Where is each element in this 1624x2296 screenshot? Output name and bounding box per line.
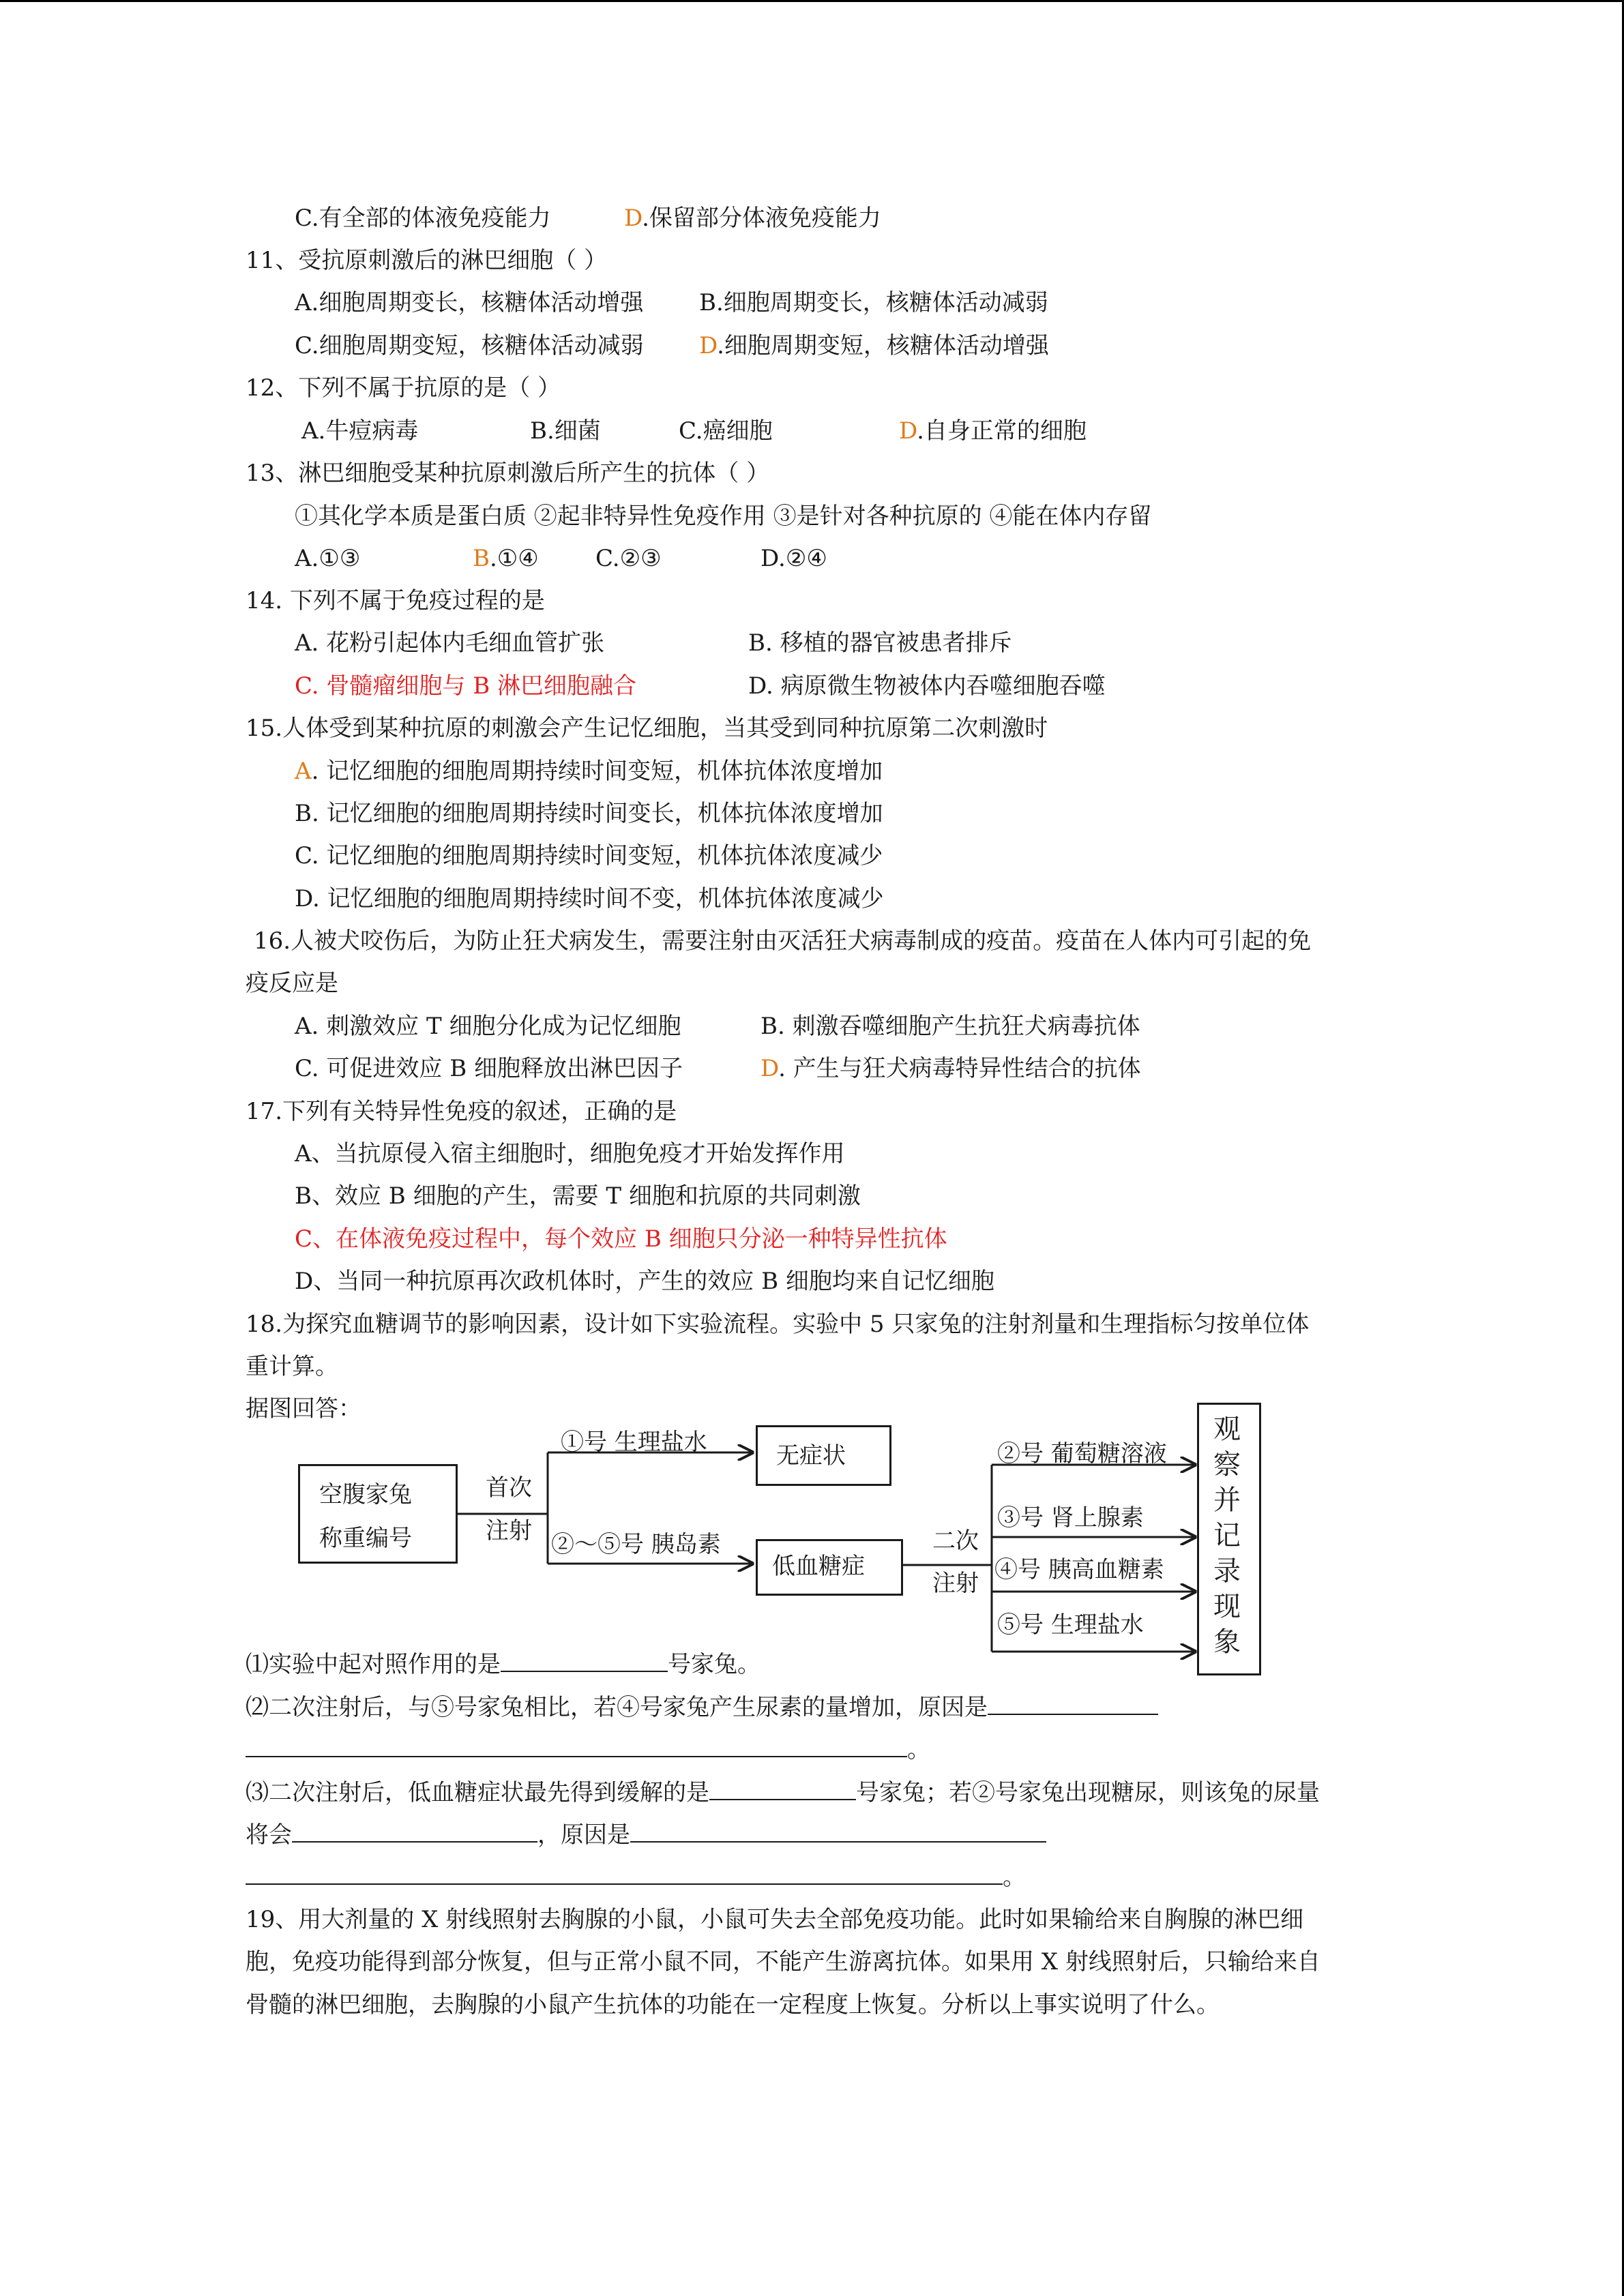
branch2-label: ②～⑤号 胰岛素 [551,1531,721,1558]
second-injection-line2: 注射 [932,1570,979,1597]
q13-option-b-letter: B [473,545,490,572]
q13-option-a: A.①③ [295,545,361,572]
q12-option-d-letter: D [899,417,917,445]
q14-option-b: B. 移植的器官被患者排斥 [748,629,1012,657]
q18-sub2 [246,1693,1158,1721]
q12-option-c: C.癌细胞 [679,417,773,445]
q12-stem: 12、下列不属于抗原的是（ ） [246,374,561,402]
q15-option-a-text: . 记忆细胞的细胞周期持续时间变短，机体抗体浓度增加 [311,758,883,785]
q13-option-d: D.②④ [761,545,827,572]
q17-option-d: D、当同一种抗原再次政机体时，产生的效应 B 细胞均来自记忆细胞 [295,1268,994,1295]
q18-stem-line2: 重计算。 [246,1353,338,1380]
observe-char-6: 现 [1213,1591,1241,1622]
q16-stem-line1: 16.人被犬咬伤后，为防止狂犬病发生，需要注射由灭活狂犬病毒制成的疫苗。疫苗在人体内可引起的免 [254,927,1312,955]
q14-option-a: A. 花粉引起体内毛细血管扩张 [295,629,605,657]
q13-statements: ①其化学本质是蛋白质 ②起非特异性免疫作用 ③是针对各种抗原的 ④能在体内存留 [295,503,1152,530]
q18-sub2-line2 [246,1735,930,1763]
q11-option-a: A.细胞周期变长，核糖体活动增强 [295,289,644,316]
q18-prompt: 据图回答： [246,1395,361,1422]
q13-stem: 13、淋巴细胞受某种抗原刺激后所产生的抗体（ ） [246,460,770,487]
q19-line3: 骨髓的淋巴细胞，去胸腺的小鼠产生抗体的功能在一定程度上恢复。分析以上事实说明了什么。 [246,1991,1220,2018]
q18-sub2-text: ⑵二次注射后，与⑤号家兔相比，若④号家兔产生尿素的量增加，原因是 [246,1694,988,1721]
q14-option-c: C. 骨髓瘤细胞与 B 淋巴细胞融合 [295,672,637,700]
q18-sub2-blank-1[interactable] [988,1693,1158,1715]
q16-option-d-letter: D [761,1055,779,1082]
first-injection-line1: 首次 [486,1474,532,1502]
q18-sub1-suffix: 号家兔。 [668,1651,761,1678]
q13-option-b-text: .①④ [490,545,539,572]
q15-stem: 15.人体受到某种抗原的刺激会产生记忆细胞，当其受到同种抗原第二次刺激时 [246,715,1048,742]
result2-label: 低血糖症 [772,1553,865,1580]
q10-option-c: C.有全部的体液免疫能力 [295,205,551,232]
q18-sub3-blank-2[interactable] [292,1821,537,1843]
q16-option-c: C. 可促进效应 B 细胞释放出淋巴因子 [295,1055,683,1082]
q11-stem: 11、受抗原刺激后的淋巴细胞（ ） [246,247,608,274]
q16-option-a: A. 刺激效应 T 细胞分化成为记忆细胞 [295,1013,681,1040]
q11-option-d-letter: D [699,332,718,359]
result1-label: 无症状 [776,1442,846,1470]
q17-option-b: B、效应 B 细胞的产生，需要 T 细胞和抗原的共同刺激 [295,1182,861,1210]
second-injection-line1: 二次 [932,1527,979,1555]
observe-char-5: 录 [1213,1555,1241,1587]
start-line2: 称重编号 [319,1525,412,1552]
q16-stem-line2: 疫反应是 [246,970,338,997]
q18-sub3-blank-1[interactable] [709,1778,856,1800]
q11-option-c: C.细胞周期变短，核糖体活动减弱 [295,332,644,359]
q19-line1: 19、用大剂量的 X 射线照射去胸腺的小鼠，小鼠可失去全部免疫功能。此时如果输给来自胸腺的淋巴细 [246,1906,1304,1933]
q10-option-d-letter: D [624,205,643,232]
observe-char-7: 象 [1213,1626,1241,1658]
q18-sub2-blank-2[interactable] [246,1735,907,1757]
sub5-label: ⑤号 生理盐水 [997,1611,1144,1639]
q17-stem: 17.下列有关特异性免疫的叙述，正确的是 [246,1098,677,1125]
q18-sub3-blank-4[interactable] [246,1863,1003,1885]
start-line1: 空腹家兔 [319,1481,412,1508]
q12-option-d-text: .自身正常的细胞 [917,417,1087,445]
sub2-label: ②号 葡萄糖溶液 [997,1440,1167,1467]
q17-option-c: C、在体液免疫过程中，每个效应 B 细胞只分泌一种特异性抗体 [295,1225,947,1253]
q11-option-b: B.细胞周期变长，核糖体活动减弱 [699,289,1048,316]
observe-char-2: 察 [1213,1449,1241,1480]
q19-line2: 胞，免疫功能得到部分恢复，但与正常小鼠不同，不能产生游离抗体。如果用 X 射线照射后，只输给来自 [246,1948,1320,1976]
q18-sub3-period: 。 [1003,1864,1026,1891]
q18-sub3-line2 [246,1821,1046,1849]
q18-sub3-blank-3[interactable] [630,1821,1046,1843]
q11-option-d-text: .细胞周期变短，核糖体活动增强 [717,332,1049,359]
q15-option-b: B. 记忆细胞的细胞周期持续时间变长，机体抗体浓度增加 [295,800,883,827]
q15-option-c: C. 记忆细胞的细胞周期持续时间变短，机体抗体浓度减少 [295,842,883,869]
q10-option-d-text: .保留部分体液免疫能力 [642,205,881,232]
q16-option-b: B. 刺激吞噬细胞产生抗狂犬病毒抗体 [761,1013,1140,1040]
q18-sub3 [246,1778,1320,1806]
q18-sub1 [246,1650,761,1678]
q18-sub1-blank[interactable] [501,1650,668,1672]
q18-sub3-mid: 号家兔；若②号家兔出现糖尿，则该兔的尿量 [856,1779,1320,1806]
first-injection-line2: 注射 [486,1517,532,1545]
observe-char-1: 观 [1213,1414,1241,1445]
q16-option-d-text: . 产生与狂犬病毒特异性结合的抗体 [778,1055,1141,1082]
branch1-label: ①号 生理盐水 [561,1429,707,1456]
q18-sub3-line2-pre: 将会 [246,1821,292,1849]
observe-char-4: 记 [1213,1520,1241,1551]
q12-option-b: B.细菌 [530,417,601,445]
q18-sub3-line2-mid: ，原因是 [537,1821,630,1849]
q17-option-a: A、当抗原侵入宿主细胞时，细胞免疫才开始发挥作用 [295,1140,845,1167]
sub3-label: ③号 肾上腺素 [997,1504,1144,1532]
q15-option-d: D. 记忆细胞的细胞周期持续时间不变，机体抗体浓度减少 [295,885,884,912]
sub4-label: ④号 胰高血糖素 [994,1556,1164,1583]
q12-option-a: A.牛痘病毒 [301,417,419,445]
q15-option-a-letter: A [295,758,312,785]
q14-option-d: D. 病原微生物被体内吞噬细胞吞噬 [748,672,1106,700]
observe-char-3: 并 [1213,1485,1241,1516]
q18-sub3-text: ⑶二次注射后，低血糖症状最先得到缓解的是 [246,1779,709,1806]
q13-option-c: C.②③ [595,545,662,572]
q18-sub2-period: 。 [907,1736,930,1763]
q18-sub1-text: ⑴实验中起对照作用的是 [246,1651,501,1678]
q18-stem-line1: 18.为探究血糖调节的影响因素，设计如下实验流程。实验中 5 只家兔的注射剂量和生理指标匀按单位体 [246,1311,1310,1338]
q14-stem: 14. 下列不属于免疫过程的是 [246,587,545,614]
q18-sub3-line3 [246,1863,1026,1891]
